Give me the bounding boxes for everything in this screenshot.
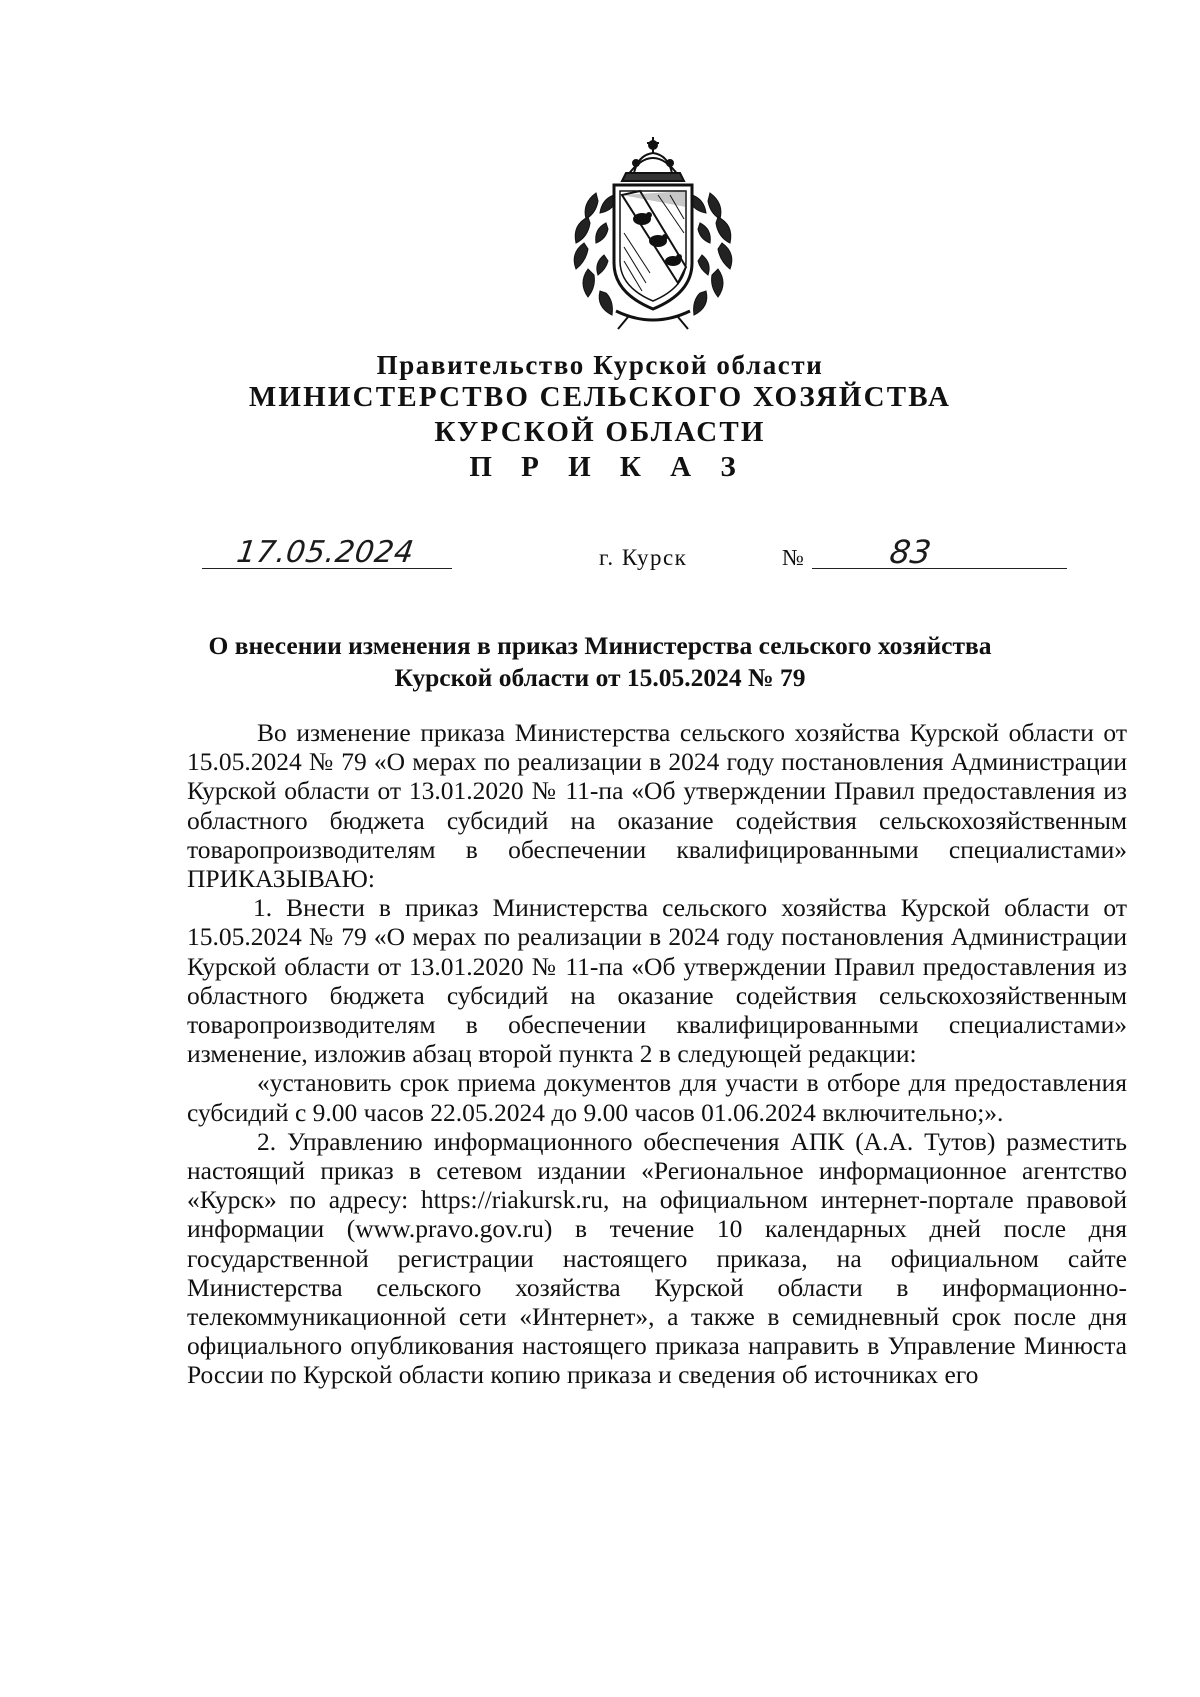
document-city: г. Курск <box>599 545 688 570</box>
paragraph-quote: «установить срок приема документов для участи в отборе для предоставления субсидий с 9.00 часов 22.05.2024 до 9.00 часов 01.06.2024 включительно;». <box>187 1068 1127 1127</box>
paragraph-item-1: 1. Внести в приказ Министерства сельского хозяйства Курской области от 15.05.2024 № 79 «О мерах по реализации в 2024 году постановления Администрации Курской области от 13.01.2020 № 11-па «Об утверждении Правил предоставления из областного бюджета субсидий на оказание содействия сельскохозяйственным товаропроизводителям в обеспечении квалифицированными специалистами» изменение, изложив абзац второй пункта 2 в следующей редакции: <box>187 893 1127 1069</box>
paragraph-preamble: Во изменение приказа Министерства сельского хозяйства Курской области от 15.05.2024 № 79 «О мерах по реализации в 2024 году постановления Администрации Курской области от 13.01.2020 № 11-па «Об утверждении Правил предоставления из областного бюджета субсидий на оказание содействия сельскохозяйственным товаропроизводителям в обеспечении квалифицированными специалистами» ПРИКАЗЫВАЮ: <box>187 718 1127 894</box>
document-body <box>187 718 1127 1390</box>
coat-of-arms-icon <box>558 133 748 333</box>
document-type: П Р И К А З <box>469 451 747 483</box>
document-title-line2: Курской области от 15.05.2024 № 79 <box>394 663 806 692</box>
paragraph-item-2: 2. Управлению информационного обеспечения АПК (А.А. Тутов) разместить настоящий приказ в сетевом издании «Региональное информационное агентство «Курск» по адресу: https://riakursk.ru, на официальном интернет-портале правовой информации (www.pravo.gov.ru) в течение 10 календарных дней после дня государственной регистрации настоящего приказа, на официальном сайте Министерства сельского хозяйства Курской области в информационно-телекоммуникационной сети «Интернет», а также в семидневный срок после дня официального опубликования настоящего приказа направить в Управление Минюста России по Курской области копию приказа и сведения об источниках его <box>187 1126 1127 1390</box>
number-underline <box>812 568 1067 569</box>
ministry-name-line1: МИНИСТЕРСТВО СЕЛЬСКОГО ХОЗЯЙСТВА <box>248 381 952 413</box>
date-underline <box>202 568 452 569</box>
government-name: Правительство Курской области <box>376 350 824 380</box>
document-date: 17.05.2024 <box>234 535 417 570</box>
number-sign: № <box>782 545 804 570</box>
document-title-line1: О внесении изменения в приказ Министерства сельского хозяйства <box>208 631 992 660</box>
ministry-name-line2: КУРСКОЙ ОБЛАСТИ <box>434 416 766 448</box>
document-number: 83 <box>887 533 934 571</box>
